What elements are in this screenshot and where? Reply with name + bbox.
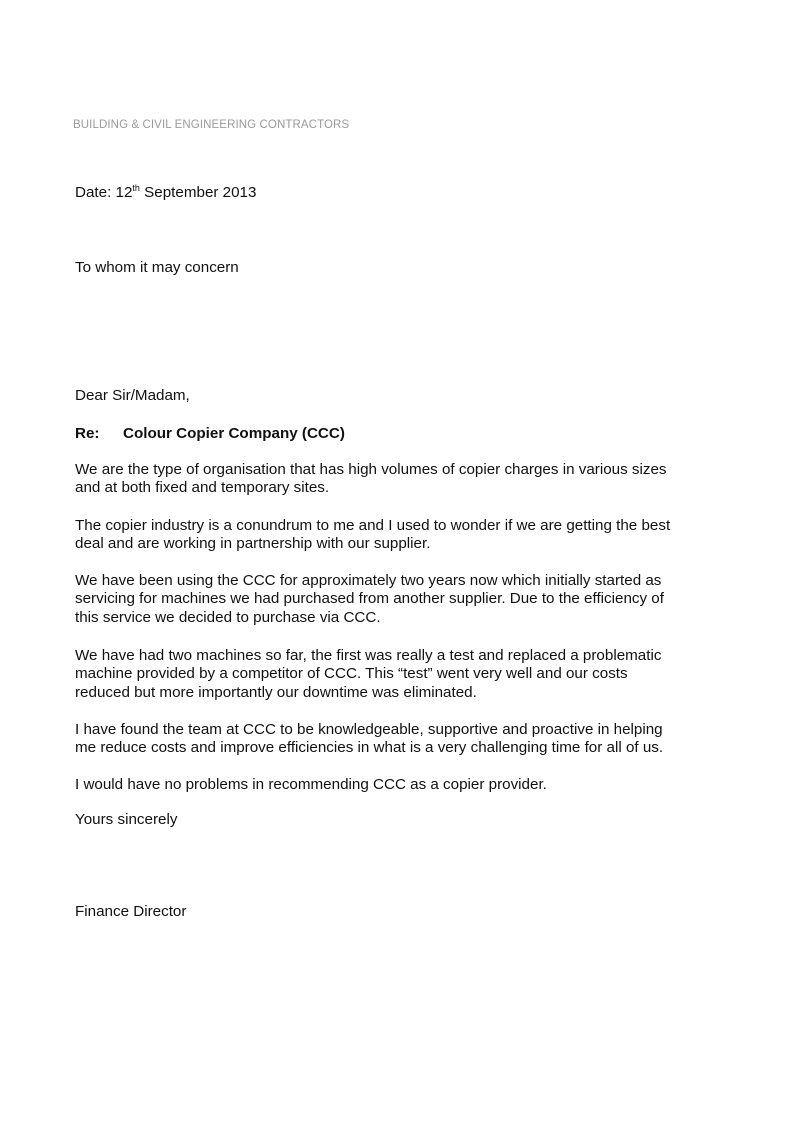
letter-date bbox=[75, 184, 256, 203]
date-rest: September 2013 bbox=[139, 184, 257, 201]
body-paragraph-3 bbox=[75, 572, 735, 627]
signature-space bbox=[75, 840, 335, 900]
paragraph-line: We have had two machines so far, the first was really a test and replaced a problematic bbox=[75, 647, 662, 664]
paragraph-line: deal and are working in partnership with our supplier. bbox=[75, 535, 431, 553]
body-paragraph-5 bbox=[75, 721, 735, 758]
subject-text: Colour Copier Company (CCC) bbox=[123, 425, 345, 442]
paragraph-line: this service we decided to purchase via CCC. bbox=[75, 608, 381, 626]
paragraph-line: I would have no problems in recommending CCC as a copier provider. bbox=[75, 776, 547, 793]
closing: Yours sincerely bbox=[75, 811, 178, 828]
recipient-line: To whom it may concern bbox=[75, 259, 239, 276]
letterhead-tagline: BUILDING & CIVIL ENGINEERING CONTRACTORS bbox=[73, 119, 350, 131]
subject-line bbox=[75, 425, 345, 443]
subject-label: Re: bbox=[75, 425, 100, 442]
paragraph-line: machine provided by a competitor of CCC. This “test” went very well and our costs bbox=[75, 665, 628, 683]
paragraph-line: We are the type of organisation that has high volumes of copier charges in various sizes bbox=[75, 461, 667, 478]
body-paragraph-2 bbox=[75, 517, 735, 554]
paragraph-line: and at both fixed and temporary sites. bbox=[75, 479, 330, 497]
paragraph-line: servicing for machines we had purchased from another supplier. Due to the efficiency of bbox=[75, 590, 664, 608]
signer-title: Finance Director bbox=[75, 903, 187, 920]
date-ordinal-suffix: th bbox=[132, 183, 140, 193]
paragraph-line: reduced but more importantly our downtime was eliminated. bbox=[75, 683, 477, 701]
body-paragraph-1 bbox=[75, 461, 735, 498]
paragraph-line: me reduce costs and improve efficiencies in what is a very challenging time for all of us. bbox=[75, 739, 664, 757]
body-paragraph-4 bbox=[75, 647, 735, 702]
body-paragraph-6 bbox=[75, 776, 735, 794]
paragraph-line: The copier industry is a conundrum to me and I used to wonder if we are getting the best bbox=[75, 517, 671, 534]
date-prefix: Date: 12 bbox=[75, 184, 133, 201]
paragraph-line: I have found the team at CCC to be knowledgeable, supportive and proactive in helping bbox=[75, 721, 663, 738]
paragraph-line: We have been using the CCC for approximately two years now which initially started as bbox=[75, 572, 662, 589]
salutation: Dear Sir/Madam, bbox=[75, 387, 190, 404]
